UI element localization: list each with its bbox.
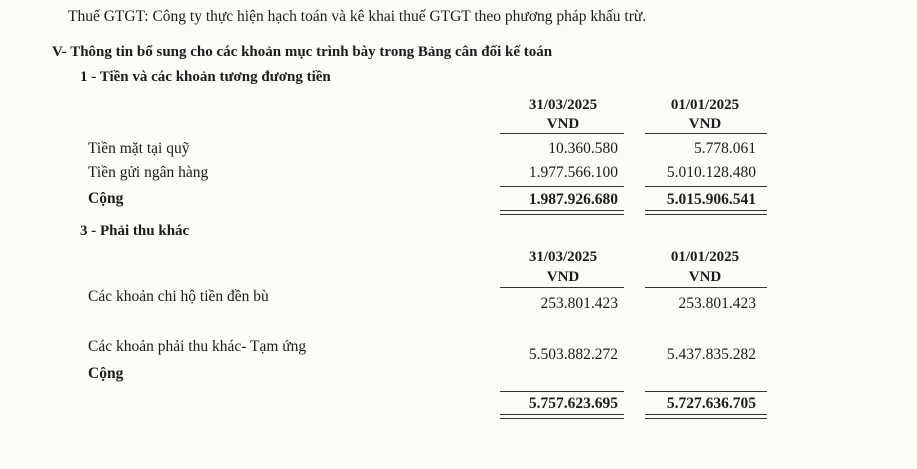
cash-col1-total-double-rule	[500, 210, 624, 215]
cash-row-label: Tiền mặt tại quỹ	[88, 140, 190, 157]
receivables-col1-subtotal-rule	[500, 391, 624, 392]
cash-total-col2: 5.015.906.541	[666, 191, 756, 208]
receivables-col2-header-rule	[645, 287, 767, 288]
cash-col1-header-rule	[500, 133, 624, 134]
cash-total-label: Cộng	[88, 190, 124, 207]
cash-section-title: 1 - Tiền và các khoản tương đương tiền	[80, 69, 331, 85]
receivables-row-label: Các khoản chi hộ tiền đền bù	[88, 288, 269, 305]
receivables-total-label: Cộng	[88, 365, 124, 382]
cash-row-value-col1: 1.977.566.100	[528, 164, 618, 181]
cash-row-value-col2: 5.778.061	[694, 140, 756, 157]
receivables-col1-total-double-rule	[500, 414, 624, 419]
cash-total-col1: 1.987.926.680	[528, 191, 618, 208]
cash-col2-date: 01/01/2025	[670, 97, 740, 113]
receivables-total-col2: 5.727.636.705	[666, 395, 756, 412]
receivables-col1-unit: VND	[546, 269, 580, 285]
receivables-col1-header-rule	[500, 287, 624, 288]
cash-col1-date: 31/03/2025	[528, 97, 598, 113]
cash-row-label: Tiền gửi ngân hàng	[88, 164, 209, 181]
cash-col1-unit: VND	[546, 116, 580, 132]
cash-col2-subtotal-rule	[645, 186, 767, 187]
cash-col2-total-double-rule	[645, 210, 767, 215]
receivables-total-col1: 5.757.623.695	[528, 395, 618, 412]
receivables-row-value-col1: 253.801.423	[540, 295, 618, 312]
receivables-col1-date: 31/03/2025	[528, 249, 598, 265]
cash-col1-subtotal-rule	[500, 186, 624, 187]
receivables-col2-subtotal-rule	[645, 391, 767, 392]
receivables-row-value-col1: 5.503.882.272	[528, 346, 618, 363]
receivables-row-value-col2: 5.437.835.282	[666, 346, 756, 363]
receivables-row-value-col2: 253.801.423	[678, 295, 756, 312]
cash-col2-header-rule	[645, 133, 767, 134]
cash-row-value-col1: 10.360.580	[548, 140, 618, 157]
receivables-col2-total-double-rule	[645, 414, 767, 419]
receivables-col2-date: 01/01/2025	[670, 249, 740, 265]
cash-row-value-col2: 5.010.128.480	[666, 164, 756, 181]
tax-method-note: Thuế GTGT: Công ty thực hiện hạch toán và kê khai thuế GTGT theo phương pháp khấu trừ.	[68, 8, 647, 25]
section-v-title: V- Thông tin bổ sung cho các khoản mục trình bày trong Bảng cân đối kế toán	[52, 44, 553, 60]
cash-col2-unit: VND	[688, 116, 722, 132]
receivables-section-title: 3 - Phải thu khác	[80, 223, 190, 239]
receivables-row-label: Các khoản phải thu khác- Tạm ứng	[88, 338, 307, 355]
receivables-col2-unit: VND	[688, 269, 722, 285]
